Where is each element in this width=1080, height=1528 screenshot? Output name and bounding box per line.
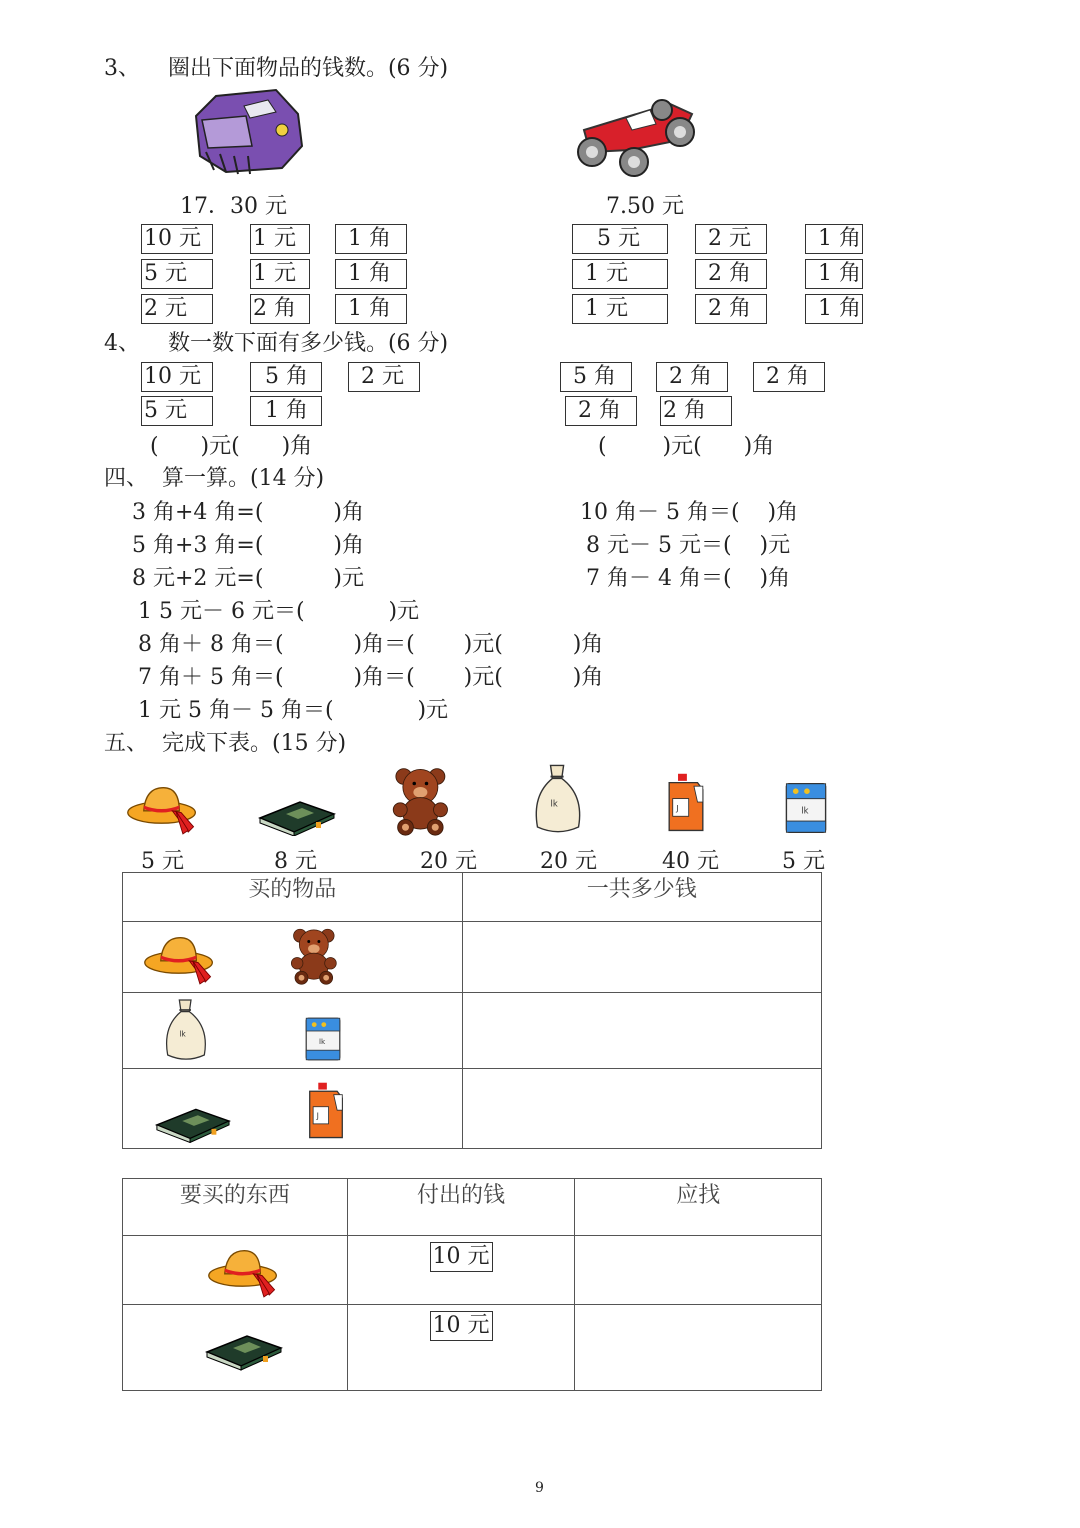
coin-box[interactable]: 1 元 [572, 259, 668, 289]
coin-box[interactable]: 10 元 [141, 224, 213, 254]
q4-left-answer[interactable]: ( )元( )角 [150, 434, 313, 459]
q4-title: 4、 数一数下面有多少钱。(6 分) [104, 331, 449, 356]
flour-sack-icon [161, 995, 211, 1065]
oil-jug-icon [303, 1081, 349, 1141]
change-answer-cell[interactable] [575, 1305, 822, 1391]
q4-right-answer[interactable]: ( )元( )角 [598, 434, 775, 459]
coin-box: 2 角 [656, 362, 728, 392]
change-table [122, 1178, 822, 1391]
hat-icon [143, 932, 223, 986]
coin-box: 10 元 [141, 362, 213, 392]
q3-title: 3、 圈出下面物品的钱数。(6 分) [104, 56, 449, 81]
book-icon [203, 1329, 283, 1371]
coin-box[interactable]: 5 元 [141, 259, 213, 289]
table-row [123, 922, 822, 993]
price-label: 20 元 [540, 849, 597, 874]
coin-box[interactable]: 2 元 [141, 294, 213, 324]
coin-box[interactable]: 1 角 [335, 259, 407, 289]
coin-box[interactable]: 1 角 [805, 224, 863, 254]
table-header: 要买的东西 [123, 1179, 348, 1236]
change-answer-cell[interactable] [575, 1236, 822, 1305]
calc-left-3[interactable]: 8 元+2 元=( )元 [132, 566, 364, 591]
book-icon [153, 1103, 231, 1143]
price-label: 40 元 [662, 849, 719, 874]
coin-box[interactable]: 2 角 [695, 294, 767, 324]
coin-box[interactable]: 2 角 [250, 294, 310, 324]
calc-right-2[interactable]: 8 元－ 5 元＝( )元 [586, 533, 791, 558]
coin-box[interactable]: 1 角 [805, 259, 863, 289]
coin-box[interactable]: 1 角 [335, 224, 407, 254]
flour-sack-icon [530, 760, 586, 838]
price-label: 5 元 [141, 849, 184, 874]
q3-left-price: 17．30 元 [180, 194, 287, 219]
table-row [123, 1069, 822, 1149]
table-header: 买的物品 [123, 873, 463, 922]
total-answer-cell[interactable] [462, 1069, 821, 1149]
price-label: 20 元 [420, 849, 477, 874]
table-header: 一共多少钱 [462, 873, 821, 922]
table-row [123, 1305, 822, 1391]
toy-spaceship-icon [186, 86, 308, 178]
toy-car-icon [570, 94, 700, 184]
page-number: 9 [535, 1480, 544, 1496]
coin-box[interactable]: 1 角 [335, 294, 407, 324]
total-answer-cell[interactable] [462, 922, 821, 993]
coin-box: 2 元 [348, 362, 420, 392]
calc-row-3[interactable]: 7 角＋ 5 角＝( )角＝( )元( )角 [138, 665, 604, 690]
coin-box: 5 角 [560, 362, 632, 392]
milk-carton-icon [301, 1015, 345, 1063]
coin-box: 2 角 [565, 396, 637, 426]
coin-box[interactable]: 1 元 [250, 259, 310, 289]
price-label: 8 元 [274, 849, 317, 874]
oil-jug-icon [662, 772, 710, 834]
coin-box[interactable]: 1 角 [805, 294, 863, 324]
calc-row-1[interactable]: 1 5 元－ 6 元＝( )元 [138, 599, 420, 624]
s4-title: 四、 算一算。(14 分) [104, 466, 325, 491]
coin-box[interactable]: 2 角 [695, 259, 767, 289]
total-answer-cell[interactable] [462, 993, 821, 1069]
coin-box: 2 角 [660, 396, 732, 426]
table-header: 付出的钱 [347, 1179, 575, 1236]
coin-box: 2 角 [753, 362, 825, 392]
coin-box: 5 角 [250, 362, 322, 392]
table-row [123, 1236, 822, 1305]
q3-right-price: 7.50 元 [606, 194, 684, 219]
calc-right-1[interactable]: 10 角－ 5 角＝( )角 [580, 500, 799, 525]
hat-icon [207, 1244, 287, 1300]
s5-title: 五、 完成下表。(15 分) [104, 731, 347, 756]
price-label: 5 元 [782, 849, 825, 874]
table-header: 应找 [575, 1179, 822, 1236]
calc-right-3[interactable]: 7 角－ 4 角＝( )角 [586, 566, 791, 591]
coin-box: 5 元 [141, 396, 213, 426]
paid-amount: 10 元 [430, 1242, 493, 1272]
calc-row-4[interactable]: 1 元 5 角－ 5 角＝( )元 [138, 698, 449, 723]
coin-box[interactable]: 2 元 [695, 224, 767, 254]
book-icon [256, 796, 336, 836]
purchase-total-table [122, 872, 822, 1149]
coin-box: 1 角 [250, 396, 322, 426]
calc-left-1[interactable]: 3 角+4 角=( )角 [132, 500, 364, 525]
teddy-bear-icon [388, 762, 458, 840]
coin-box[interactable]: 1 元 [572, 294, 668, 324]
coin-box[interactable]: 5 元 [572, 224, 668, 254]
milk-carton-icon [780, 780, 832, 836]
calc-left-2[interactable]: 5 角+3 角=( )角 [132, 533, 364, 558]
calc-row-2[interactable]: 8 角＋ 8 角＝( )角＝( )元( )角 [138, 632, 604, 657]
paid-amount: 10 元 [430, 1311, 493, 1341]
coin-box[interactable]: 1 元 [250, 224, 310, 254]
table-row [123, 993, 822, 1069]
teddy-bear-icon [287, 924, 345, 988]
hat-icon [126, 782, 206, 836]
